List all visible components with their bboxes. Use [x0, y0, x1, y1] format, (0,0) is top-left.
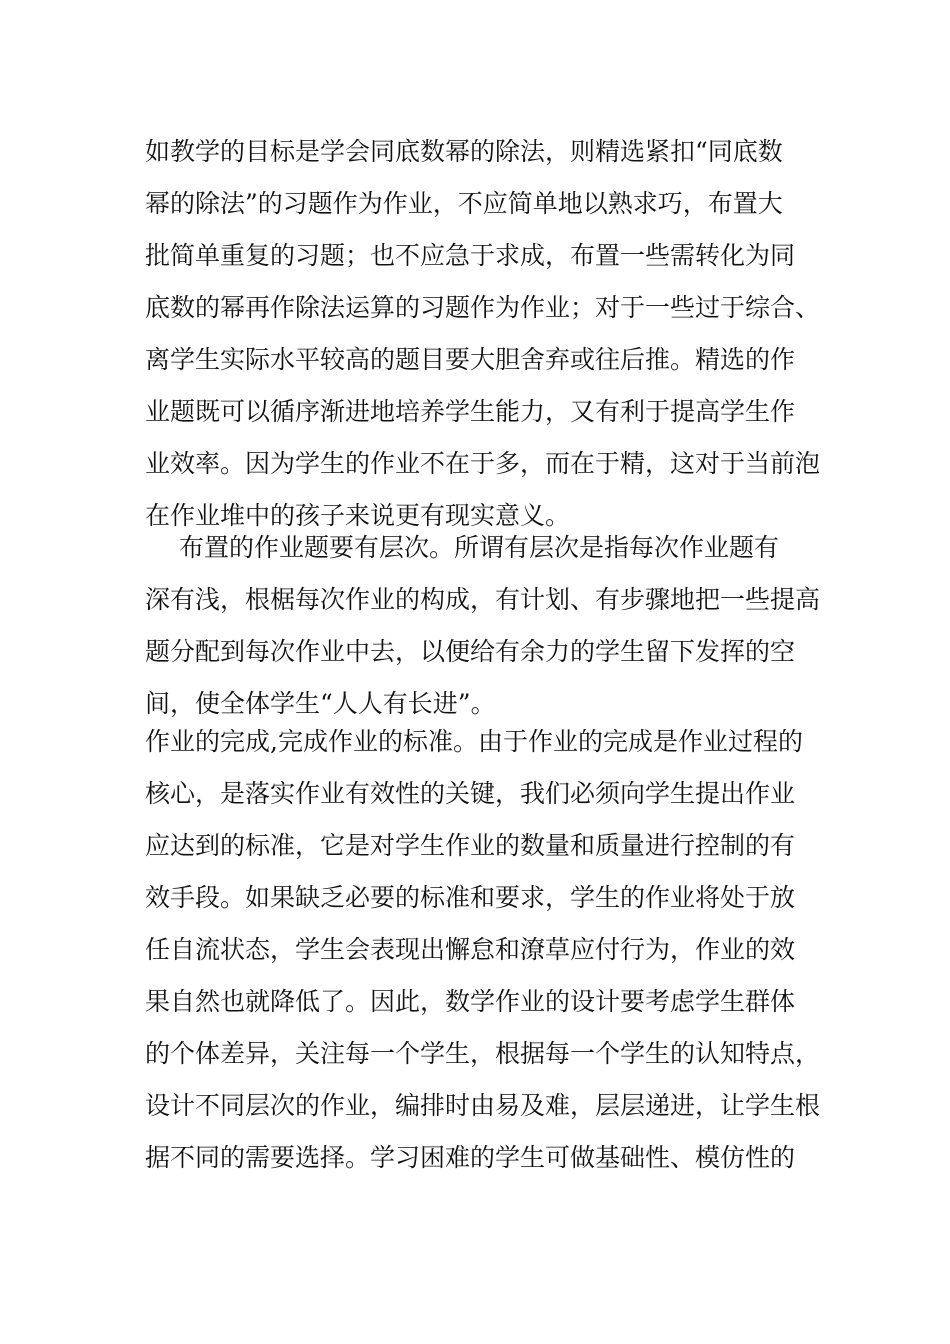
paragraph-1: [145, 126, 825, 542]
paragraph-line: 核心，是落实作业有效性的关键，我们必须向学生提出作业: [145, 779, 796, 808]
paragraph-line: 间，使全体学生“人人有长进”。: [145, 689, 496, 718]
paragraph-line: 布置的作业题要有层次。所谓有层次是指每次作业题有: [179, 533, 780, 562]
paragraph-line: 的个体差异，关注每一个学生，根据每一个学生的认知特点，: [145, 1039, 821, 1068]
paragraph-line: 如教学的目标是学会同底数幂的除法，则精选紧扣“同底数: [145, 137, 783, 166]
paragraph-line: 作业的完成,完成作业的标准。由于作业的完成是作业过程的: [145, 727, 803, 756]
paragraph-line: 幂的除法”的习题作为作业，不应简单地以熟求巧，布置大: [145, 189, 783, 218]
paragraph-3: [145, 716, 825, 1184]
paragraph-line: 离学生实际水平较高的题目要大胆舍弃或往后推。精选的作: [145, 345, 796, 374]
paragraph-line: 批简单重复的习题；也不应急于求成，布置一些需转化为同: [145, 241, 796, 270]
paragraph-line: 效手段。如果缺乏必要的标准和要求，学生的作业将处于放: [145, 883, 796, 912]
paragraph-line: 底数的幂再作除法运算的习题作为作业；对于一些过于综合、: [145, 293, 821, 322]
paragraph-line: 题分配到每次作业中去，以便给有余力的学生留下发挥的空: [145, 637, 796, 666]
paragraph-line: 果自然也就降低了。因此，数学作业的设计要考虑学生群体: [145, 987, 796, 1016]
paragraph-line: 在作业堆中的孩子来说更有现实意义。: [145, 501, 571, 530]
paragraph-2: [145, 522, 825, 730]
paragraph-line: 深有浅，根椐每次作业的构成，有计划、有步骤地把一些提高: [145, 585, 821, 614]
paragraph-line: 任自流状态，学生会表现出懈怠和潦草应付行为，作业的效: [145, 935, 796, 964]
paragraph-line: 业题既可以循序渐进地培养学生能力，又有利于提高学生作: [145, 397, 796, 426]
paragraph-line: 业效率。因为学生的作业不在于多，而在于精，这对于当前泡: [145, 449, 821, 478]
paragraph-line: 设计不同层次的作业，编排时由易及难，层层递进，让学生根: [145, 1091, 821, 1120]
paragraph-line: 据不同的需要选择。学习困难的学生可做基础性、模仿性的: [145, 1143, 796, 1172]
paragraph-line: 应达到的标准，它是对学生作业的数量和质量进行控制的有: [145, 831, 796, 860]
